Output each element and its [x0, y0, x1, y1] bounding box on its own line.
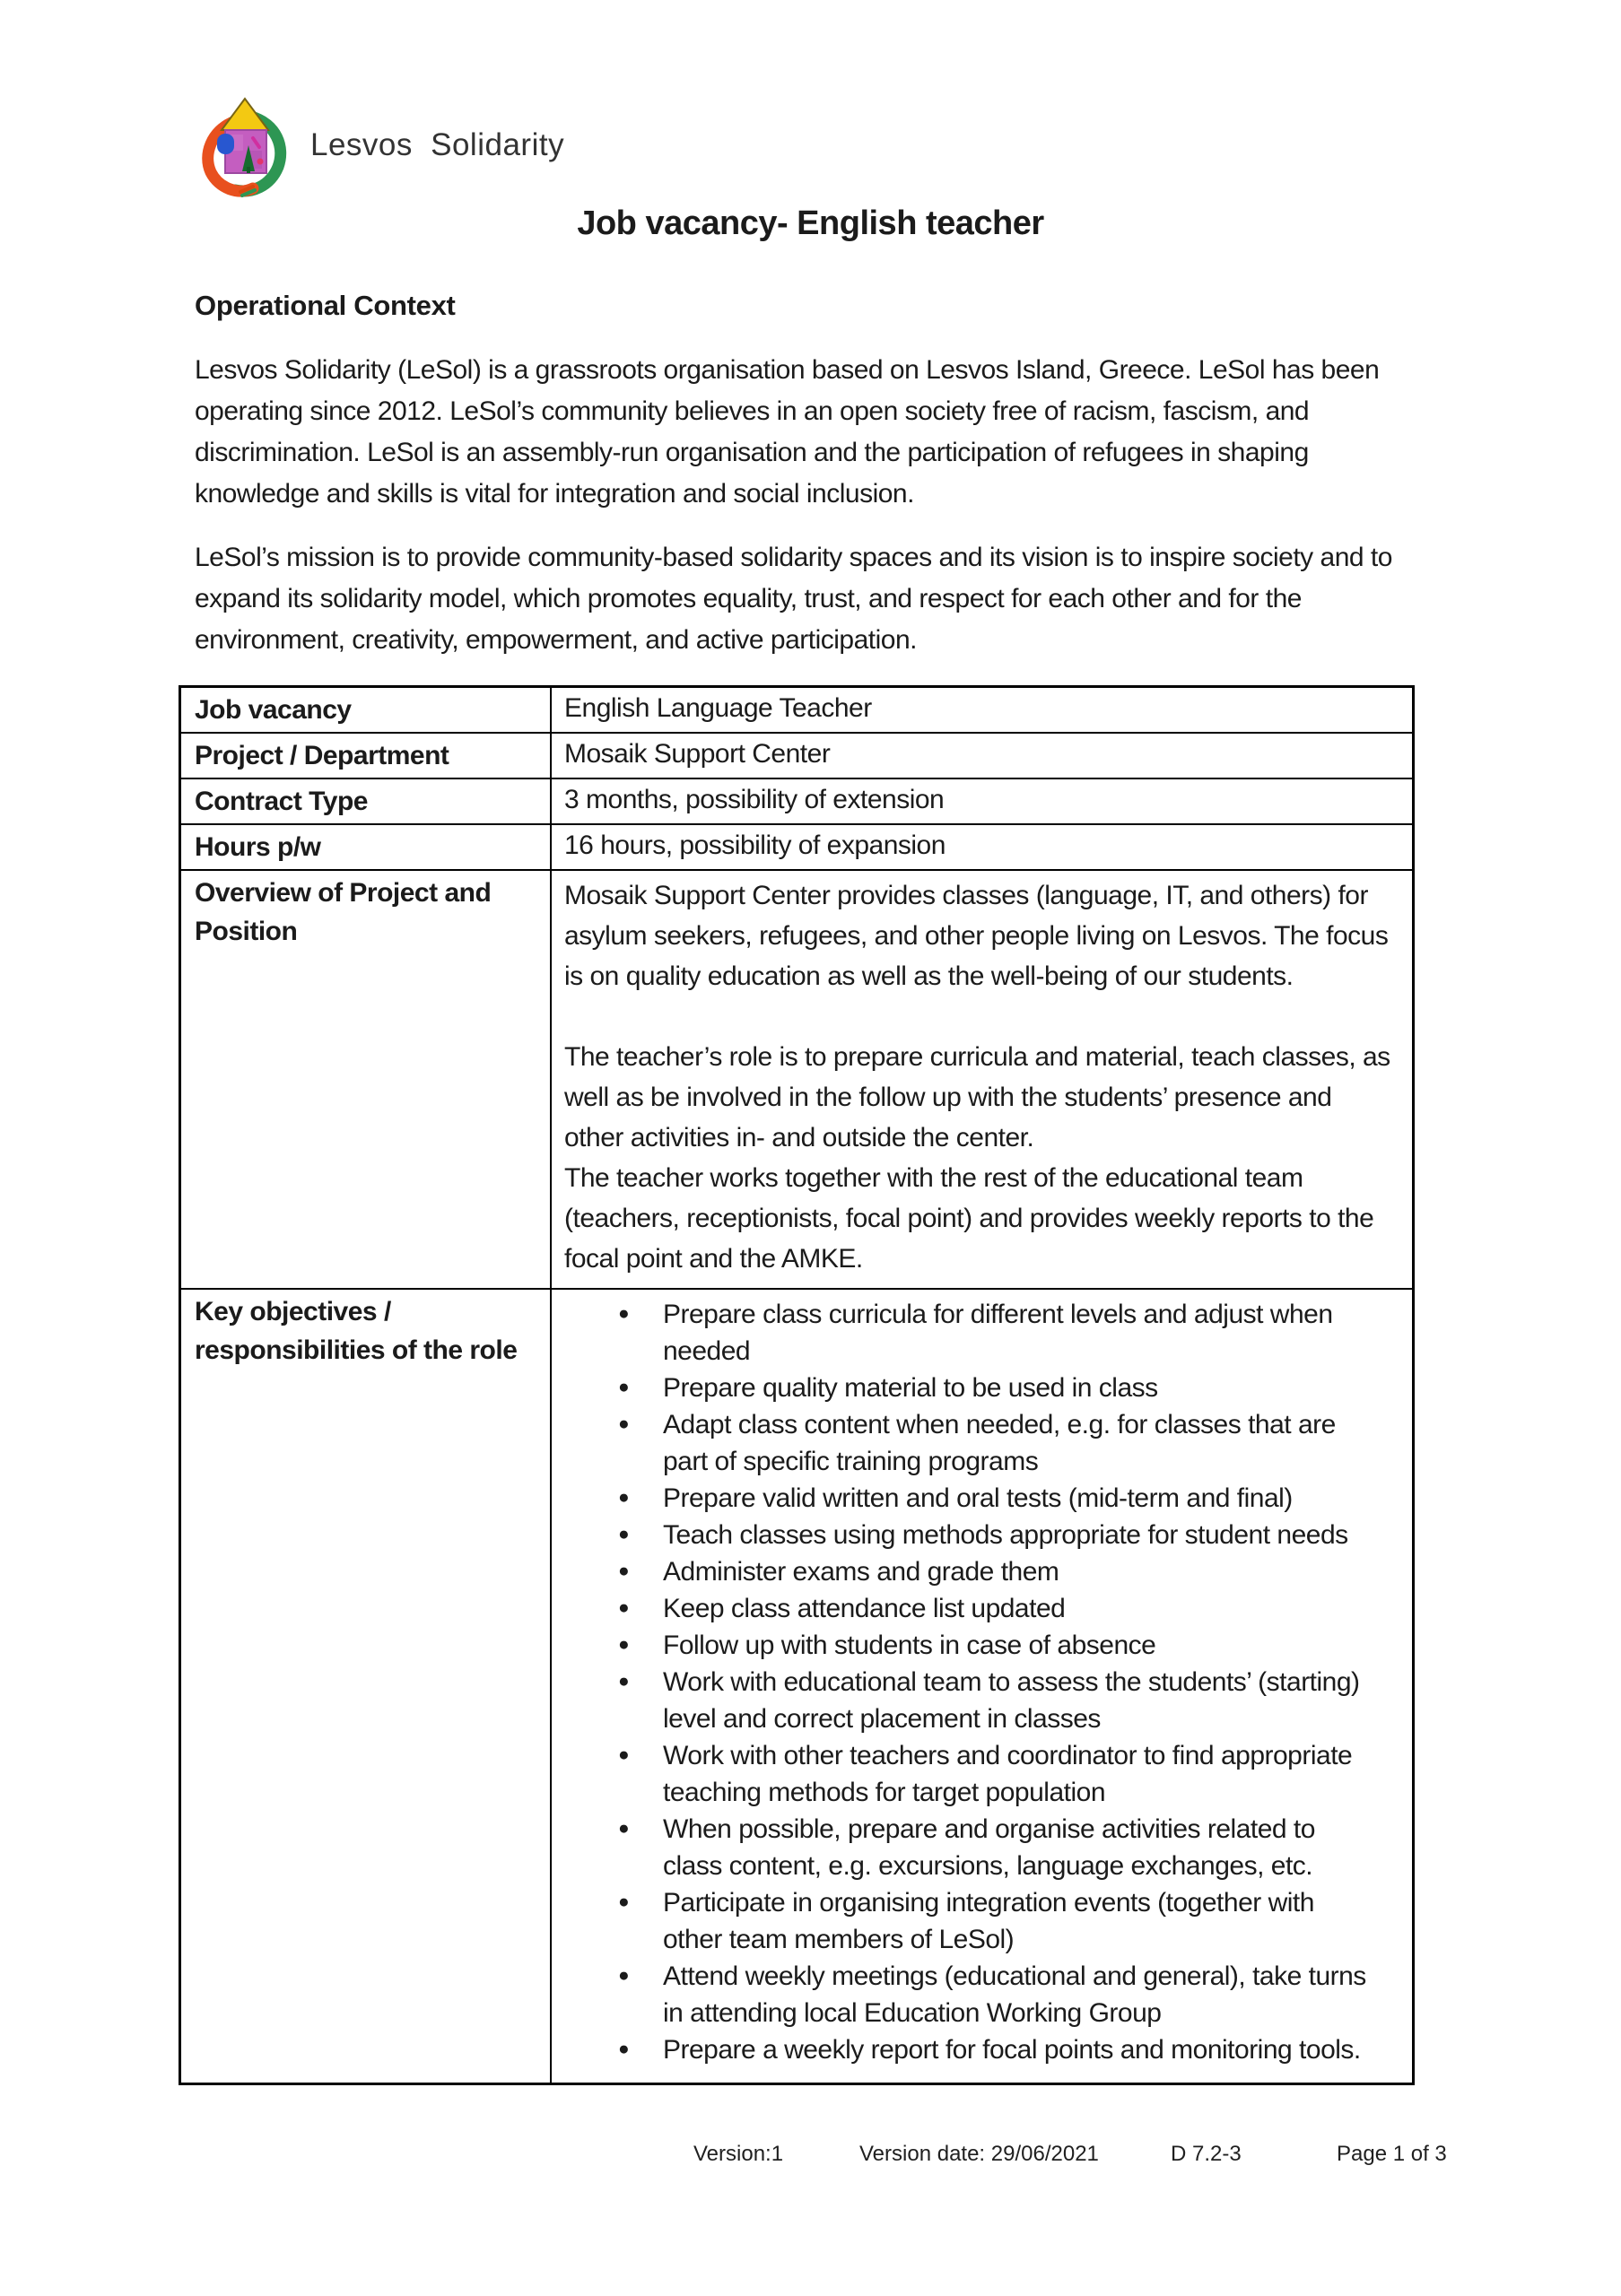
list-item-text: Prepare quality material to be used in class	[663, 1373, 1158, 1403]
footer-version-date: Version date: 29/06/2021	[859, 2142, 1099, 2166]
list-item-text: Administer exams and grade them	[663, 1557, 1059, 1587]
lesvos-solidarity-logo-icon	[197, 91, 291, 199]
bullet-icon: ●	[618, 1413, 630, 1434]
table-row	[180, 870, 1414, 1289]
table-row	[180, 733, 1414, 778]
list-item	[564, 1370, 1394, 1406]
list-item	[564, 1590, 1394, 1627]
list-item-text: Prepare class curricula for different levels and adjust when needed	[663, 1300, 1333, 1366]
bullet-icon: ●	[618, 1965, 630, 1986]
section-heading: Operational Context	[195, 290, 456, 321]
intro-paragraph-1: Lesvos Solidarity (LeSol) is a grassroots organisation based on Lesvos Island, Greece. LeSol has been operating since 2012. LeSol’s community believes in an open society free of racism, fascism, and discrimination. LeSol is an assembly-run organisation and the participation of refugees in shaping knowledge and skills is vital for integration and social inclusion.	[195, 355, 1380, 509]
list-item	[564, 1406, 1394, 1480]
list-item	[564, 1664, 1394, 1737]
row-label: Job vacancy	[180, 687, 552, 734]
list-item	[564, 1296, 1394, 1370]
list-item-text: Prepare a weekly report for focal points and monitoring tools.	[663, 2035, 1361, 2065]
bullet-icon: ●	[618, 1892, 630, 1912]
list-item-text: Follow up with students in case of absence	[663, 1631, 1156, 1660]
bullet-icon: ●	[618, 1597, 630, 1618]
row-value: Mosaik Support Center	[551, 733, 1414, 778]
list-item-text: Prepare valid written and oral tests (mid-term and final)	[663, 1483, 1293, 1513]
row-label: Contract Type	[180, 778, 552, 824]
list-item-text: Work with other teachers and coordinator to find appropriate teaching methods for target population	[663, 1741, 1353, 1807]
job-details-table	[179, 685, 1415, 2085]
table-row	[180, 1289, 1414, 2084]
row-label: Project / Department	[180, 733, 552, 778]
list-item-text: When possible, prepare and organise activities related to class content, e.g. excursions, language exchanges, etc.	[663, 1814, 1315, 1881]
bullet-icon: ●	[618, 1671, 630, 1692]
row-value	[551, 1289, 1414, 2084]
bullet-icon: ●	[618, 1303, 630, 1324]
bullet-icon: ●	[618, 1524, 630, 1544]
list-item	[564, 1958, 1394, 2031]
list-item-text: Work with educational team to assess the students’ (starting) level and correct placement in classes	[663, 1667, 1360, 1734]
footer-version: Version:1	[693, 2142, 784, 2166]
logo	[197, 91, 564, 199]
document-body	[195, 285, 1427, 2085]
bullet-icon: ●	[618, 1634, 630, 1655]
bullet-icon: ●	[618, 1377, 630, 1397]
list-item-text: Adapt class content when needed, e.g. for classes that are part of specific training programs	[663, 1410, 1336, 1476]
page-title: Job vacancy- English teacher	[577, 204, 1044, 242]
list-item	[564, 1627, 1394, 1664]
table-row	[180, 687, 1414, 734]
table-row	[180, 778, 1414, 824]
overview-paragraph: Mosaik Support Center provides classes (language, IT, and others) for asylum seekers, refugees, and other people living on Lesvos. The focus is on quality education as well as the well-being of our students.	[564, 881, 1389, 991]
overview-paragraph: The teacher works together with the rest of the educational team (teachers, receptionists, focal point) and provides weekly reports to the focal point and the AMKE.	[564, 1163, 1374, 1274]
list-item	[564, 2031, 1394, 2068]
list-item	[564, 1884, 1394, 1958]
intro-paragraph-2: LeSol’s mission is to provide community-based solidarity spaces and its vision is to inspire society and to expand its solidarity model, which promotes equality, trust, and respect for each other and for the environment, creativity, empowerment, and active participation.	[195, 543, 1392, 655]
bullet-icon: ●	[618, 1744, 630, 1765]
list-item-text: Keep class attendance list updated	[663, 1594, 1066, 1623]
list-item	[564, 1553, 1394, 1590]
list-item	[564, 1737, 1394, 1811]
list-item-text: Participate in organising integration events (together with other team members of LeSol)	[663, 1888, 1314, 1954]
bullet-icon: ●	[618, 2039, 630, 2059]
footer-page-number: Page 1 of 3	[1337, 2142, 1447, 2166]
row-value: 16 hours, possibility of expansion	[551, 824, 1414, 870]
list-item-text: Teach classes using methods appropriate for student needs	[663, 1520, 1348, 1550]
list-item-text: Attend weekly meetings (educational and general), take turns in attending local Education Working Group	[663, 1961, 1366, 2028]
row-value: 3 months, possibility of extension	[551, 778, 1414, 824]
row-label: Overview of Project and Position	[180, 870, 552, 1289]
row-label: Key objectives / responsibilities of the role	[180, 1289, 552, 2084]
overview-paragraph: The teacher’s role is to prepare curricula and material, teach classes, as well as be involved in the follow up with the students’ presence and other activities in- and outside the center.	[564, 1042, 1390, 1152]
bullet-icon: ●	[618, 1487, 630, 1508]
row-value	[551, 870, 1414, 1289]
responsibilities-list	[564, 1296, 1394, 2068]
logo-brand-text: Lesvos Solidarity	[310, 127, 565, 162]
bullet-icon: ●	[618, 1561, 630, 1581]
row-label: Hours p/w	[180, 824, 552, 870]
list-item	[564, 1811, 1394, 1884]
row-value: English Language Teacher	[551, 687, 1414, 734]
footer-doc-code: D 7.2-3	[1171, 2142, 1242, 2166]
table-row	[180, 824, 1414, 870]
bullet-icon: ●	[618, 1818, 630, 1839]
list-item	[564, 1480, 1394, 1517]
list-item	[564, 1517, 1394, 1553]
